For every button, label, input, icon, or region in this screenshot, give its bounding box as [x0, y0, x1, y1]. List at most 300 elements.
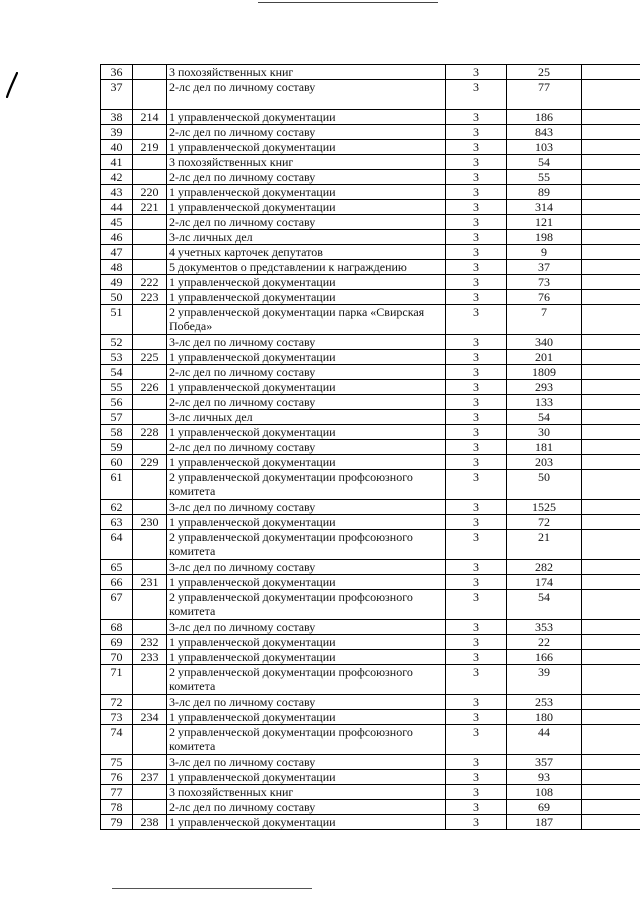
- row-number-cell: 44: [101, 200, 133, 215]
- document-description-cell: 3-лс дел по личному составу: [167, 695, 446, 710]
- category-cell: 3: [446, 725, 507, 755]
- row-number-cell: 47: [101, 245, 133, 260]
- document-description-cell: 3-лс личных дел: [167, 230, 446, 245]
- document-description-cell: 4 учетных карточек депутатов: [167, 245, 446, 260]
- file-count-cell: 54: [507, 155, 582, 170]
- row-number-cell: 77: [101, 785, 133, 800]
- empty-notes-cell: [582, 170, 640, 185]
- document-description-cell: 1 управленческой документации: [167, 290, 446, 305]
- file-count-cell: 103: [507, 140, 582, 155]
- document-description-cell: 2 управленческой документации профсоюзного комитета: [167, 725, 446, 755]
- table-row: [101, 170, 640, 185]
- table-row: [101, 275, 640, 290]
- file-count-cell: 108: [507, 785, 582, 800]
- document-description-cell: 3-лс дел по личному составу: [167, 560, 446, 575]
- category-cell: 3: [446, 290, 507, 305]
- empty-notes-cell: [582, 650, 640, 665]
- table-row: [101, 365, 640, 380]
- category-cell: 3: [446, 200, 507, 215]
- file-count-cell: 54: [507, 590, 582, 620]
- fund-code-cell: [133, 620, 167, 635]
- row-number-cell: 69: [101, 635, 133, 650]
- empty-notes-cell: [582, 200, 640, 215]
- fund-code-cell: 231: [133, 575, 167, 590]
- table-row: [101, 755, 640, 770]
- fund-code-cell: [133, 500, 167, 515]
- table-row: [101, 290, 640, 305]
- document-description-cell: 1 управленческой документации: [167, 275, 446, 290]
- file-count-cell: 293: [507, 380, 582, 395]
- file-count-cell: 30: [507, 425, 582, 440]
- document-description-cell: 3 похозяйственных книг: [167, 155, 446, 170]
- file-count-cell: 203: [507, 455, 582, 470]
- empty-notes-cell: [582, 635, 640, 650]
- table-row: [101, 200, 640, 215]
- category-cell: 3: [446, 155, 507, 170]
- document-description-cell: 2-лс дел по личному составу: [167, 800, 446, 815]
- fund-code-cell: [133, 800, 167, 815]
- empty-notes-cell: [582, 410, 640, 425]
- records-table-body: [101, 65, 640, 830]
- document-description-cell: 1 управленческой документации: [167, 575, 446, 590]
- table-row: [101, 245, 640, 260]
- category-cell: 3: [446, 185, 507, 200]
- fund-code-cell: [133, 155, 167, 170]
- document-description-cell: 2-лс дел по личному составу: [167, 80, 446, 110]
- file-count-cell: 89: [507, 185, 582, 200]
- table-row: [101, 470, 640, 500]
- file-count-cell: 357: [507, 755, 582, 770]
- file-count-cell: 69: [507, 800, 582, 815]
- file-count-cell: 76: [507, 290, 582, 305]
- document-description-cell: 3-лс личных дел: [167, 410, 446, 425]
- table-row: [101, 230, 640, 245]
- file-count-cell: 314: [507, 200, 582, 215]
- document-description-cell: 3-лс дел по личному составу: [167, 620, 446, 635]
- fund-code-cell: 219: [133, 140, 167, 155]
- row-number-cell: 75: [101, 755, 133, 770]
- empty-notes-cell: [582, 470, 640, 500]
- table-row: [101, 815, 640, 830]
- fund-code-cell: 232: [133, 635, 167, 650]
- empty-notes-cell: [582, 335, 640, 350]
- document-description-cell: 2 управленческой документации профсоюзного комитета: [167, 590, 446, 620]
- fund-code-cell: [133, 695, 167, 710]
- fund-code-cell: [133, 260, 167, 275]
- row-number-cell: 67: [101, 590, 133, 620]
- table-row: [101, 650, 640, 665]
- category-cell: 3: [446, 215, 507, 230]
- table-row: [101, 770, 640, 785]
- row-number-cell: 72: [101, 695, 133, 710]
- fund-code-cell: [133, 590, 167, 620]
- empty-notes-cell: [582, 815, 640, 830]
- empty-notes-cell: [582, 365, 640, 380]
- file-count-cell: 353: [507, 620, 582, 635]
- file-count-cell: 50: [507, 470, 582, 500]
- empty-notes-cell: [582, 665, 640, 695]
- table-row: [101, 560, 640, 575]
- fund-code-cell: 233: [133, 650, 167, 665]
- fund-code-cell: 230: [133, 515, 167, 530]
- row-number-cell: 62: [101, 500, 133, 515]
- fund-code-cell: [133, 215, 167, 230]
- empty-notes-cell: [582, 770, 640, 785]
- table-row: [101, 500, 640, 515]
- fund-code-cell: [133, 365, 167, 380]
- document-description-cell: 1 управленческой документации: [167, 185, 446, 200]
- empty-notes-cell: [582, 695, 640, 710]
- empty-notes-cell: [582, 560, 640, 575]
- row-number-cell: 38: [101, 110, 133, 125]
- document-description-cell: 3-лс дел по личному составу: [167, 335, 446, 350]
- category-cell: 3: [446, 455, 507, 470]
- fund-code-cell: 229: [133, 455, 167, 470]
- document-description-cell: 1 управленческой документации: [167, 350, 446, 365]
- file-count-cell: 174: [507, 575, 582, 590]
- fund-code-cell: [133, 125, 167, 140]
- empty-notes-cell: [582, 155, 640, 170]
- fund-code-cell: 228: [133, 425, 167, 440]
- file-count-cell: 166: [507, 650, 582, 665]
- file-count-cell: 44: [507, 725, 582, 755]
- empty-notes-cell: [582, 350, 640, 365]
- document-description-cell: 2-лс дел по личному составу: [167, 170, 446, 185]
- category-cell: 3: [446, 110, 507, 125]
- empty-notes-cell: [582, 530, 640, 560]
- category-cell: 3: [446, 575, 507, 590]
- row-number-cell: 41: [101, 155, 133, 170]
- table-row: [101, 785, 640, 800]
- file-count-cell: 180: [507, 710, 582, 725]
- document-description-cell: 2-лс дел по личному составу: [167, 395, 446, 410]
- category-cell: 3: [446, 785, 507, 800]
- file-count-cell: 21: [507, 530, 582, 560]
- document-description-cell: 3-лс дел по личному составу: [167, 755, 446, 770]
- document-description-cell: 1 управленческой документации: [167, 815, 446, 830]
- category-cell: 3: [446, 380, 507, 395]
- empty-notes-cell: [582, 395, 640, 410]
- empty-notes-cell: [582, 575, 640, 590]
- file-count-cell: 186: [507, 110, 582, 125]
- row-number-cell: 58: [101, 425, 133, 440]
- category-cell: 3: [446, 335, 507, 350]
- file-count-cell: 133: [507, 395, 582, 410]
- fund-code-cell: [133, 65, 167, 80]
- table-row: [101, 410, 640, 425]
- category-cell: 3: [446, 410, 507, 425]
- scan-bottom-line: [112, 888, 312, 889]
- category-cell: 3: [446, 500, 507, 515]
- category-cell: 3: [446, 170, 507, 185]
- row-number-cell: 52: [101, 335, 133, 350]
- table-row: [101, 395, 640, 410]
- table-row: [101, 575, 640, 590]
- fund-code-cell: 234: [133, 710, 167, 725]
- file-count-cell: 39: [507, 665, 582, 695]
- document-description-cell: 3-лс дел по личному составу: [167, 500, 446, 515]
- row-number-cell: 42: [101, 170, 133, 185]
- fund-code-cell: [133, 230, 167, 245]
- empty-notes-cell: [582, 455, 640, 470]
- fund-code-cell: [133, 785, 167, 800]
- empty-notes-cell: [582, 185, 640, 200]
- table-row: [101, 425, 640, 440]
- file-count-cell: 93: [507, 770, 582, 785]
- category-cell: 3: [446, 140, 507, 155]
- document-description-cell: 1 управленческой документации: [167, 110, 446, 125]
- category-cell: 3: [446, 275, 507, 290]
- row-number-cell: 79: [101, 815, 133, 830]
- row-number-cell: 76: [101, 770, 133, 785]
- empty-notes-cell: [582, 260, 640, 275]
- category-cell: 3: [446, 620, 507, 635]
- row-number-cell: 57: [101, 410, 133, 425]
- empty-notes-cell: [582, 710, 640, 725]
- table-row: [101, 335, 640, 350]
- fund-code-cell: 238: [133, 815, 167, 830]
- document-description-cell: 2-лс дел по личному составу: [167, 125, 446, 140]
- table-row: [101, 620, 640, 635]
- table-row: [101, 380, 640, 395]
- file-count-cell: 77: [507, 80, 582, 110]
- document-description-cell: 2-лс дел по личному составу: [167, 215, 446, 230]
- file-count-cell: 22: [507, 635, 582, 650]
- row-number-cell: 78: [101, 800, 133, 815]
- fund-code-cell: [133, 440, 167, 455]
- row-number-cell: 40: [101, 140, 133, 155]
- category-cell: 3: [446, 425, 507, 440]
- fund-code-cell: [133, 530, 167, 560]
- table-row: [101, 455, 640, 470]
- fund-code-cell: [133, 245, 167, 260]
- file-count-cell: 181: [507, 440, 582, 455]
- fund-code-cell: 220: [133, 185, 167, 200]
- document-description-cell: 2 управленческой документации профсоюзного комитета: [167, 530, 446, 560]
- empty-notes-cell: [582, 80, 640, 110]
- category-cell: 3: [446, 65, 507, 80]
- file-count-cell: 55: [507, 170, 582, 185]
- row-number-cell: 64: [101, 530, 133, 560]
- handwritten-mark-icon: [6, 72, 18, 98]
- category-cell: 3: [446, 470, 507, 500]
- empty-notes-cell: [582, 755, 640, 770]
- category-cell: 3: [446, 635, 507, 650]
- table-row: [101, 80, 640, 110]
- fund-code-cell: 214: [133, 110, 167, 125]
- file-count-cell: 187: [507, 815, 582, 830]
- row-number-cell: 39: [101, 125, 133, 140]
- table-row: [101, 260, 640, 275]
- fund-code-cell: [133, 725, 167, 755]
- empty-notes-cell: [582, 230, 640, 245]
- file-count-cell: 201: [507, 350, 582, 365]
- category-cell: 3: [446, 515, 507, 530]
- empty-notes-cell: [582, 245, 640, 260]
- category-cell: 3: [446, 305, 507, 335]
- records-table: [100, 64, 640, 830]
- row-number-cell: 73: [101, 710, 133, 725]
- category-cell: 3: [446, 395, 507, 410]
- document-description-cell: 1 управленческой документации: [167, 380, 446, 395]
- row-number-cell: 48: [101, 260, 133, 275]
- row-number-cell: 54: [101, 365, 133, 380]
- empty-notes-cell: [582, 140, 640, 155]
- row-number-cell: 71: [101, 665, 133, 695]
- category-cell: 3: [446, 245, 507, 260]
- file-count-cell: 9: [507, 245, 582, 260]
- category-cell: 3: [446, 350, 507, 365]
- file-count-cell: 1809: [507, 365, 582, 380]
- row-number-cell: 45: [101, 215, 133, 230]
- document-description-cell: 1 управленческой документации: [167, 650, 446, 665]
- document-description-cell: 2 управленческой документации парка «Свирская Победа»: [167, 305, 446, 335]
- row-number-cell: 53: [101, 350, 133, 365]
- scan-top-line: [258, 2, 438, 3]
- document-description-cell: 3 похозяйственных книг: [167, 65, 446, 80]
- fund-code-cell: 225: [133, 350, 167, 365]
- file-count-cell: 198: [507, 230, 582, 245]
- empty-notes-cell: [582, 290, 640, 305]
- table-row: [101, 515, 640, 530]
- row-number-cell: 49: [101, 275, 133, 290]
- empty-notes-cell: [582, 215, 640, 230]
- table-row: [101, 725, 640, 755]
- empty-notes-cell: [582, 515, 640, 530]
- empty-notes-cell: [582, 65, 640, 80]
- empty-notes-cell: [582, 800, 640, 815]
- table-row: [101, 110, 640, 125]
- fund-code-cell: [133, 335, 167, 350]
- file-count-cell: 72: [507, 515, 582, 530]
- row-number-cell: 46: [101, 230, 133, 245]
- category-cell: 3: [446, 560, 507, 575]
- empty-notes-cell: [582, 110, 640, 125]
- empty-notes-cell: [582, 440, 640, 455]
- row-number-cell: 56: [101, 395, 133, 410]
- table-row: [101, 215, 640, 230]
- document-description-cell: 1 управленческой документации: [167, 515, 446, 530]
- table-row: [101, 305, 640, 335]
- fund-code-cell: [133, 170, 167, 185]
- fund-code-cell: [133, 560, 167, 575]
- row-number-cell: 43: [101, 185, 133, 200]
- row-number-cell: 50: [101, 290, 133, 305]
- document-description-cell: 3 похозяйственных книг: [167, 785, 446, 800]
- file-count-cell: 121: [507, 215, 582, 230]
- file-count-cell: 340: [507, 335, 582, 350]
- document-description-cell: 2-лс дел по личному составу: [167, 440, 446, 455]
- document-description-cell: 5 документов о представлении к награждению: [167, 260, 446, 275]
- table-row: [101, 530, 640, 560]
- fund-code-cell: [133, 755, 167, 770]
- empty-notes-cell: [582, 305, 640, 335]
- table-row: [101, 65, 640, 80]
- row-number-cell: 60: [101, 455, 133, 470]
- table-row: [101, 155, 640, 170]
- fund-code-cell: [133, 305, 167, 335]
- file-count-cell: 54: [507, 410, 582, 425]
- category-cell: 3: [446, 755, 507, 770]
- document-description-cell: 1 управленческой документации: [167, 710, 446, 725]
- row-number-cell: 51: [101, 305, 133, 335]
- empty-notes-cell: [582, 620, 640, 635]
- file-count-cell: 37: [507, 260, 582, 275]
- file-count-cell: 73: [507, 275, 582, 290]
- file-count-cell: 1525: [507, 500, 582, 515]
- empty-notes-cell: [582, 725, 640, 755]
- fund-code-cell: [133, 395, 167, 410]
- category-cell: 3: [446, 440, 507, 455]
- document-description-cell: 1 управленческой документации: [167, 635, 446, 650]
- category-cell: 3: [446, 770, 507, 785]
- row-number-cell: 55: [101, 380, 133, 395]
- file-count-cell: 7: [507, 305, 582, 335]
- document-description-cell: 1 управленческой документации: [167, 425, 446, 440]
- row-number-cell: 74: [101, 725, 133, 755]
- document-description-cell: 1 управленческой документации: [167, 770, 446, 785]
- empty-notes-cell: [582, 275, 640, 290]
- empty-notes-cell: [582, 125, 640, 140]
- category-cell: 3: [446, 800, 507, 815]
- document-description-cell: 1 управленческой документации: [167, 455, 446, 470]
- category-cell: 3: [446, 125, 507, 140]
- file-count-cell: 25: [507, 65, 582, 80]
- table-row: [101, 695, 640, 710]
- fund-code-cell: [133, 80, 167, 110]
- category-cell: 3: [446, 650, 507, 665]
- fund-code-cell: 226: [133, 380, 167, 395]
- category-cell: 3: [446, 530, 507, 560]
- fund-code-cell: 221: [133, 200, 167, 215]
- category-cell: 3: [446, 230, 507, 245]
- row-number-cell: 59: [101, 440, 133, 455]
- category-cell: 3: [446, 695, 507, 710]
- row-number-cell: 61: [101, 470, 133, 500]
- fund-code-cell: [133, 470, 167, 500]
- file-count-cell: 253: [507, 695, 582, 710]
- empty-notes-cell: [582, 500, 640, 515]
- empty-notes-cell: [582, 590, 640, 620]
- row-number-cell: 66: [101, 575, 133, 590]
- document-description-cell: 1 управленческой документации: [167, 140, 446, 155]
- table-row: [101, 800, 640, 815]
- table-row: [101, 185, 640, 200]
- table-row: [101, 710, 640, 725]
- category-cell: 3: [446, 80, 507, 110]
- fund-code-cell: [133, 665, 167, 695]
- category-cell: 3: [446, 590, 507, 620]
- empty-notes-cell: [582, 785, 640, 800]
- document-description-cell: 2 управленческой документации профсоюзного комитета: [167, 470, 446, 500]
- file-count-cell: 843: [507, 125, 582, 140]
- document-description-cell: 2-лс дел по личному составу: [167, 365, 446, 380]
- category-cell: 3: [446, 665, 507, 695]
- empty-notes-cell: [582, 425, 640, 440]
- category-cell: 3: [446, 365, 507, 380]
- category-cell: 3: [446, 710, 507, 725]
- row-number-cell: 37: [101, 80, 133, 110]
- table-row: [101, 440, 640, 455]
- fund-code-cell: 237: [133, 770, 167, 785]
- file-count-cell: 282: [507, 560, 582, 575]
- fund-code-cell: [133, 410, 167, 425]
- table-row: [101, 350, 640, 365]
- empty-notes-cell: [582, 380, 640, 395]
- fund-code-cell: 222: [133, 275, 167, 290]
- table-row: [101, 665, 640, 695]
- row-number-cell: 70: [101, 650, 133, 665]
